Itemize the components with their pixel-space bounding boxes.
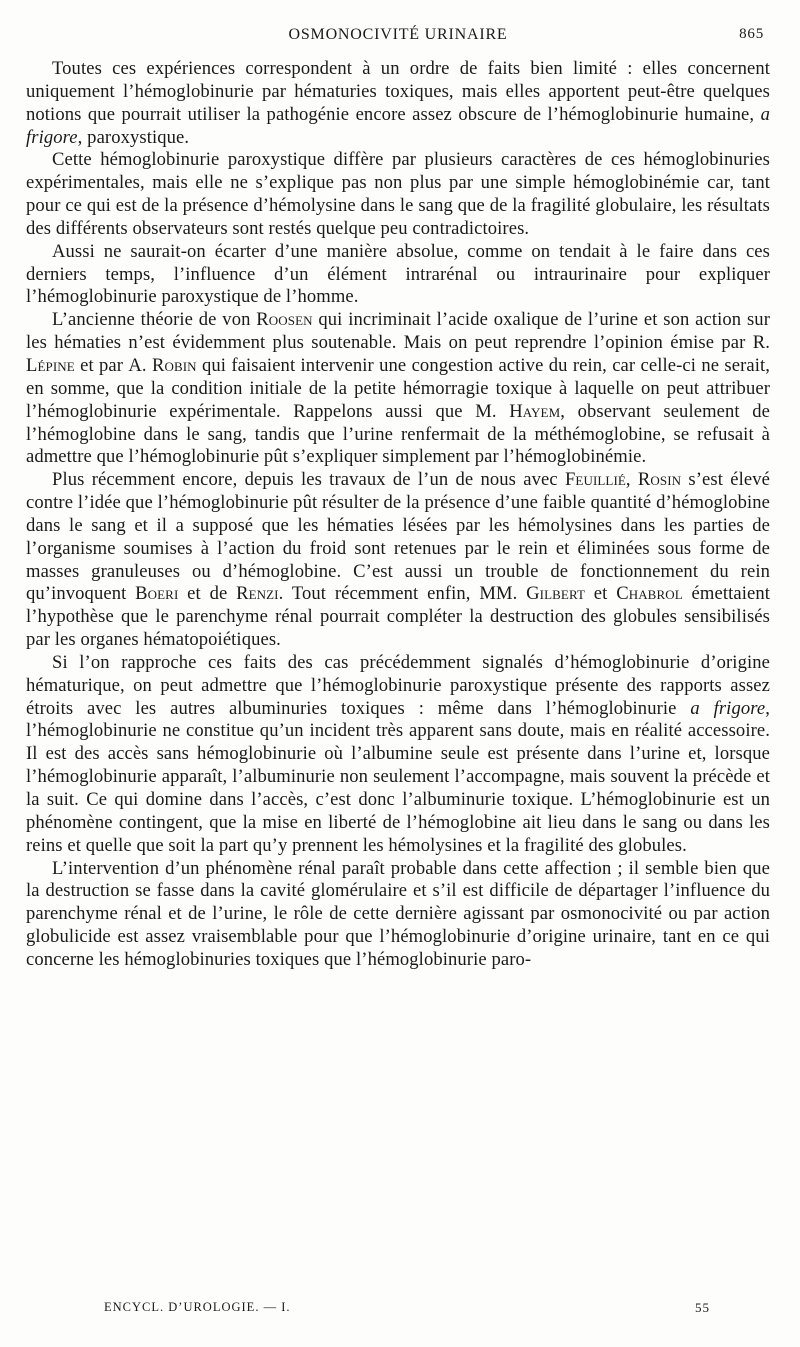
italic-term: a frigore bbox=[690, 697, 766, 719]
text-run: qui incriminait l’acide oxalique de l’urine et son action sur les hématies n’est évidemment plus soutenable. Mais on peut reprendre l’opinion émise par bbox=[26, 309, 770, 354]
text-run: émettaient l’hypothèse que le parenchyme rénal pourrait compléter la destruction des globules sensibilisés par les organes hématopoiétiques. bbox=[26, 583, 770, 651]
italic-term: a frigore bbox=[26, 103, 770, 148]
paragraph bbox=[26, 149, 770, 240]
author-name: Boeri bbox=[135, 583, 179, 605]
text-run: , l’hémoglobinurie ne constitue qu’un incident très apparent sans doute, mais en réalité accessoire. Il est des accès sans hémoglobinurie où l’albumine seule est présente dans l’urine et, lorsque l’hémoglobinurie apparaît, l’albuminurie non seulement l’accompagne, mais souvent la précède et la suit. Ce qui domine dans l’accès, c’est donc l’albuminurie toxique. L’hémoglobinurie est un phénomène contingent, que la mise en liberté de l’hémoglobine ait lieu dans le sang ou dans les reins et quelle que soit la part qu’y prennent les hémolysines et la fragilité des globules. bbox=[26, 697, 770, 856]
text-run: Toutes ces expériences correspondent à un ordre de faits bien limité : elles concernent uniquement l’hémoglobinurie par hématuries toxiques, mais elles apportent peut-être quelques notions que pourrait utiliser la pathogénie encore assez obscure de l’hémoglobinurie humaine, bbox=[26, 58, 770, 125]
paragraph bbox=[26, 652, 770, 858]
footer-sheet-number: 55 bbox=[695, 1300, 710, 1315]
author-name: A. Robin bbox=[128, 354, 197, 376]
author-name: Roosen bbox=[256, 309, 313, 331]
text-run: s’est élevé contre l’idée que l’hémoglobinurie pût résulter de la présence d’une faible quantité d’hémoglobine dans le sang et il a supposé que les hématies lésées par les hémolysines dans les parties de l’organisme soumises à l’action du froid sont retenues par le rein et éliminées sous forme de masses granuleuses ou d’hémoglobine. C’est aussi un trouble de fonctionnement du rein qu’invoquent bbox=[26, 469, 770, 605]
text-run: et de bbox=[178, 583, 237, 605]
author-name: Feuillié bbox=[564, 469, 626, 491]
author-name: Renzi bbox=[236, 583, 279, 605]
text-run: , bbox=[625, 469, 638, 491]
text-run: Si l’on rapproche ces faits des cas précédemment signalés d’hémoglobinurie d’origine hématurique, on peut admettre que l’hémoglobinurie paroxystique présente des rapports assez étroits avec les autres albuminuries toxiques : même dans l’hémoglobinurie bbox=[26, 651, 770, 719]
text-run: . Tout récemment enfin, MM. bbox=[278, 583, 527, 605]
author-name: Hayem bbox=[509, 400, 561, 422]
paragraph bbox=[26, 309, 770, 469]
running-title: OSMONOCIVITÉ URINAIRE bbox=[288, 26, 508, 43]
text-run: Aussi ne saurait-on écarter d’une manière absolue, comme on tendait à le faire dans ces derniers temps, l’influence d’un élément intrarénal ou intraurinaire pour expliquer l’hémoglobinurie paroxystique de l’homme. bbox=[26, 240, 770, 308]
author-name: Rosin bbox=[637, 469, 682, 491]
text-run: et par bbox=[74, 354, 129, 376]
paragraph bbox=[26, 58, 770, 149]
page-number: 865 bbox=[739, 26, 764, 42]
author-name: R. Lépine bbox=[26, 332, 770, 376]
text-run: et bbox=[585, 583, 617, 605]
author-name: Chabrol bbox=[616, 583, 683, 605]
paragraph bbox=[26, 241, 770, 310]
footer-signature: ENCYCL. D’UROLOGIE. — I. bbox=[104, 1300, 291, 1314]
text-run: qui faisaient intervenir une congestion active du rein, car celle-ci ne serait, en somme, que la condition initiale de la petite hémorragie toxique à laquelle on peut attribuer l’hémoglobinurie expérimentale. Rappelons aussi que M. bbox=[26, 354, 770, 422]
text-run: Plus récemment encore, depuis les travaux de l’un de nous avec bbox=[52, 469, 565, 491]
running-head bbox=[26, 26, 770, 50]
text-run: L’ancienne théorie de von bbox=[52, 309, 257, 331]
text-run: L’intervention d’un phénomène rénal paraît probable dans cette affection ; il semble bien que la destruction se fasse dans la cavité glomérulaire et s’il est difficile de départager l’influence du parenchyme rénal et de l’urine, le rôle de cette dernière agissant par osmonocivité ou par action globulicide est assez vraisemblable pour que l’hémoglobinurie d’origine urinaire, tant en ce qui concerne les hémoglobinuries toxiques que l’hémoglobinurie paro- bbox=[26, 857, 770, 970]
text-run: , paroxystique. bbox=[77, 126, 190, 148]
text-run: Cette hémoglobinurie paroxystique diffère par plusieurs caractères de ces hémoglobinuries expérimentales, mais elle ne s’explique pas non plus par une simple hémoglobinémie car, tant pour ce qui est de la présence d’hémolysine dans le sang que de la fragilité globulaire, les résultats des différents observateurs sont restés quelque peu contradictoires. bbox=[26, 149, 770, 239]
page-footer bbox=[104, 1300, 710, 1320]
author-name: Gilbert bbox=[526, 583, 585, 605]
body-text bbox=[26, 58, 770, 972]
paragraph bbox=[26, 858, 770, 972]
text-run: , observant seulement de l’hémoglobine dans le sang, tandis que l’urine renfermait de la méthémoglobine, se refusait à admettre que l’hémoglobinurie pût s’expliquer simplement par l’hémoglobinémie. bbox=[26, 400, 770, 468]
paragraph bbox=[26, 469, 770, 652]
